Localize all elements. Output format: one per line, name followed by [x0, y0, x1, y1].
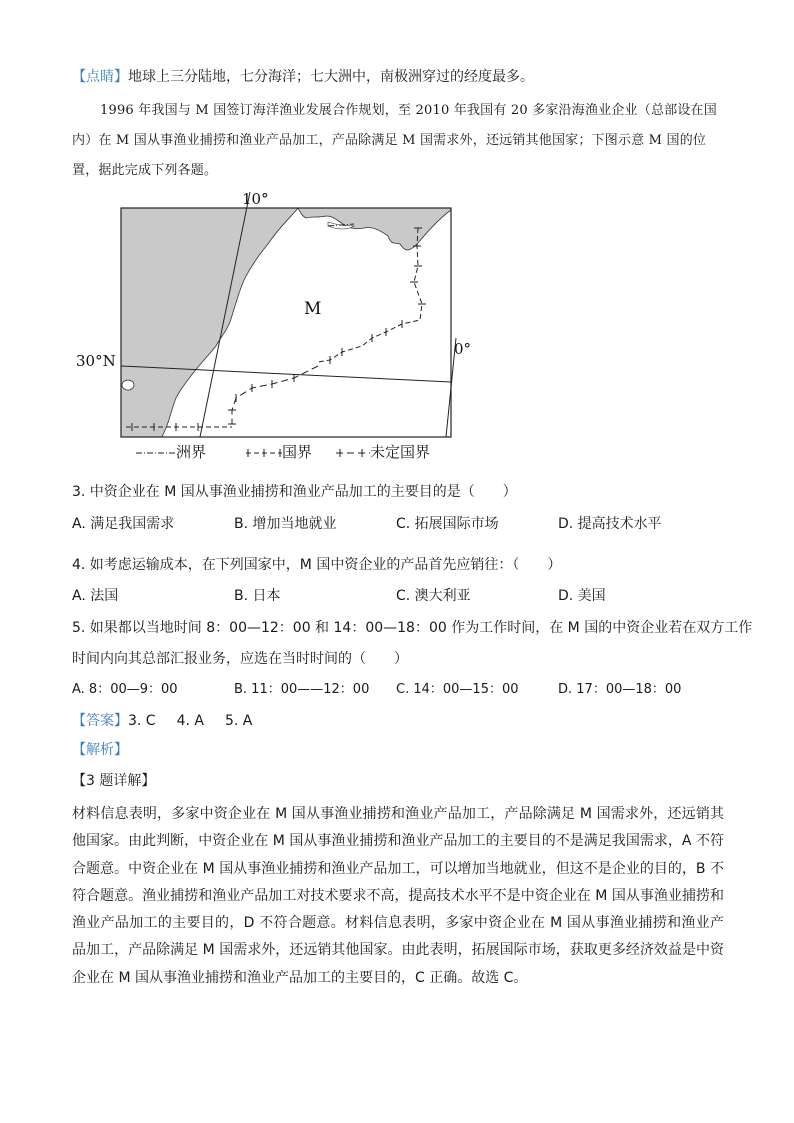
dianjing-text: 地球上三分陆地，七分海洋；七大洲中，南极洲穿过的经度最多。	[128, 69, 534, 85]
question-5-stem-line-1: 5. 如果都以当地时间 8：00—12：00 和 14：00—18：00 作为工作时间，在 M 国的中资企业若在双方工作	[72, 620, 753, 636]
lat-label-30n: 30°N	[76, 352, 116, 370]
lon-label-10: 10°	[242, 190, 269, 208]
answer-4: 4. A	[176, 713, 204, 729]
question-5-stem-line-2: 时间内向其总部汇报业务，应选在当时时间的（ ）	[72, 651, 408, 667]
legend-undetermined-label: 未定国界	[370, 443, 431, 461]
dianjing-line	[72, 67, 732, 87]
q3-option-d: D. 提高技术水平	[558, 516, 662, 532]
undetermined-boundary-symbol	[336, 447, 370, 459]
detail-text-block	[72, 801, 724, 992]
q3-option-b: B. 增加当地就业	[234, 516, 337, 532]
iberia-land	[298, 208, 451, 250]
q4-option-c: C. 澳大利亚	[396, 588, 471, 604]
legend-continent-boundary	[136, 441, 206, 463]
legend-national-label: 国界	[282, 443, 313, 461]
undetermined-boundary-ticks	[228, 374, 294, 424]
material-line-2: 内）在 M 国从事渔业捕捞和渔业产品加工，产品除满足 M 国需求外，还远销其他国家；下图示意 M 国的位	[72, 133, 707, 148]
q4-option-b: B. 日本	[234, 588, 281, 604]
analysis-label: 【解析】	[72, 742, 128, 758]
answer-label: 【答案】	[72, 713, 128, 729]
material-line-1: 1996 年我国与 M 国签订海洋渔业发展合作规划，至 2010 年我国有 20 多家沿海渔业企业（总部设在国	[100, 103, 717, 118]
country-label-m: M	[304, 299, 322, 319]
continent-boundary-symbol	[136, 447, 176, 459]
q5-option-b: B. 11：00——12：00	[234, 682, 370, 697]
question-3-stem: 3. 中资企业在 M 国从事渔业捕捞和渔业产品加工的主要目的是（ ）	[72, 484, 517, 500]
material-line-3: 置，据此完成下列各题。	[72, 163, 218, 178]
q3-option-c: C. 拓展国际市场	[396, 516, 499, 532]
legend-undetermined-boundary	[336, 441, 430, 463]
detail-label: 【3 题详解】	[72, 773, 156, 789]
national-boundary-symbol	[246, 447, 282, 459]
legend-continent-label: 洲界	[176, 443, 207, 461]
question-4-stem: 4. 如考虑运输成本，在下列国家中，M 国中资企业的产品首先应销往：（ ）	[72, 557, 562, 573]
answer-5: 5. A	[224, 713, 253, 729]
legend-national-boundary	[246, 441, 312, 463]
m-country-location-map	[72, 186, 472, 476]
q3-option-a: A. 满足我国需求	[72, 516, 175, 532]
q5-option-a: A. 8：00—9：00	[72, 682, 178, 697]
africa-land-west	[121, 208, 298, 437]
dianjing-label: 【点睛】	[72, 69, 128, 85]
q5-option-d: D. 17：00—18：00	[558, 682, 682, 697]
answer-line	[72, 711, 732, 731]
detail-text: 材料信息表明，多家中资企业在 M 国从事渔业捕捞和渔业产品加工，产品除满足 M 国需求外，还远销其他国家。由此判断，中资企业在 M 国从事渔业捕捞和渔业产品加工的主要目的不是满足我国需求，A 不符合题意。中资企业在 M 国从事渔业捕捞和渔业产品加工，可以增加当地就业，但这不是企业的目的，B 不符合题意。渔业捕捞和渔业产品加工对技术要求不高，提高技术水平不是中资企业在 M 国从事渔业捕捞和渔业产品加工的主要目的，D 不符合题意。材料信息表明，多家中资企业在 M 国从事渔业捕捞和渔业产品加工，产品除满足 M 国需求外，还远销其他国家。由此表明，拓展国际市场，获取更多经济效益是中资企业在 M 国从事渔业捕捞和渔业产品加工的主要目的，C 正确。故选 C。	[72, 806, 724, 986]
canary-island	[122, 380, 134, 390]
answer-3: 3. C	[128, 713, 156, 729]
q4-option-d: D. 美国	[558, 588, 606, 604]
q5-option-c: C. 14：00—15：00	[396, 682, 519, 697]
q4-option-a: A. 法国	[72, 588, 119, 604]
lon-label-0: 0°	[454, 340, 472, 358]
